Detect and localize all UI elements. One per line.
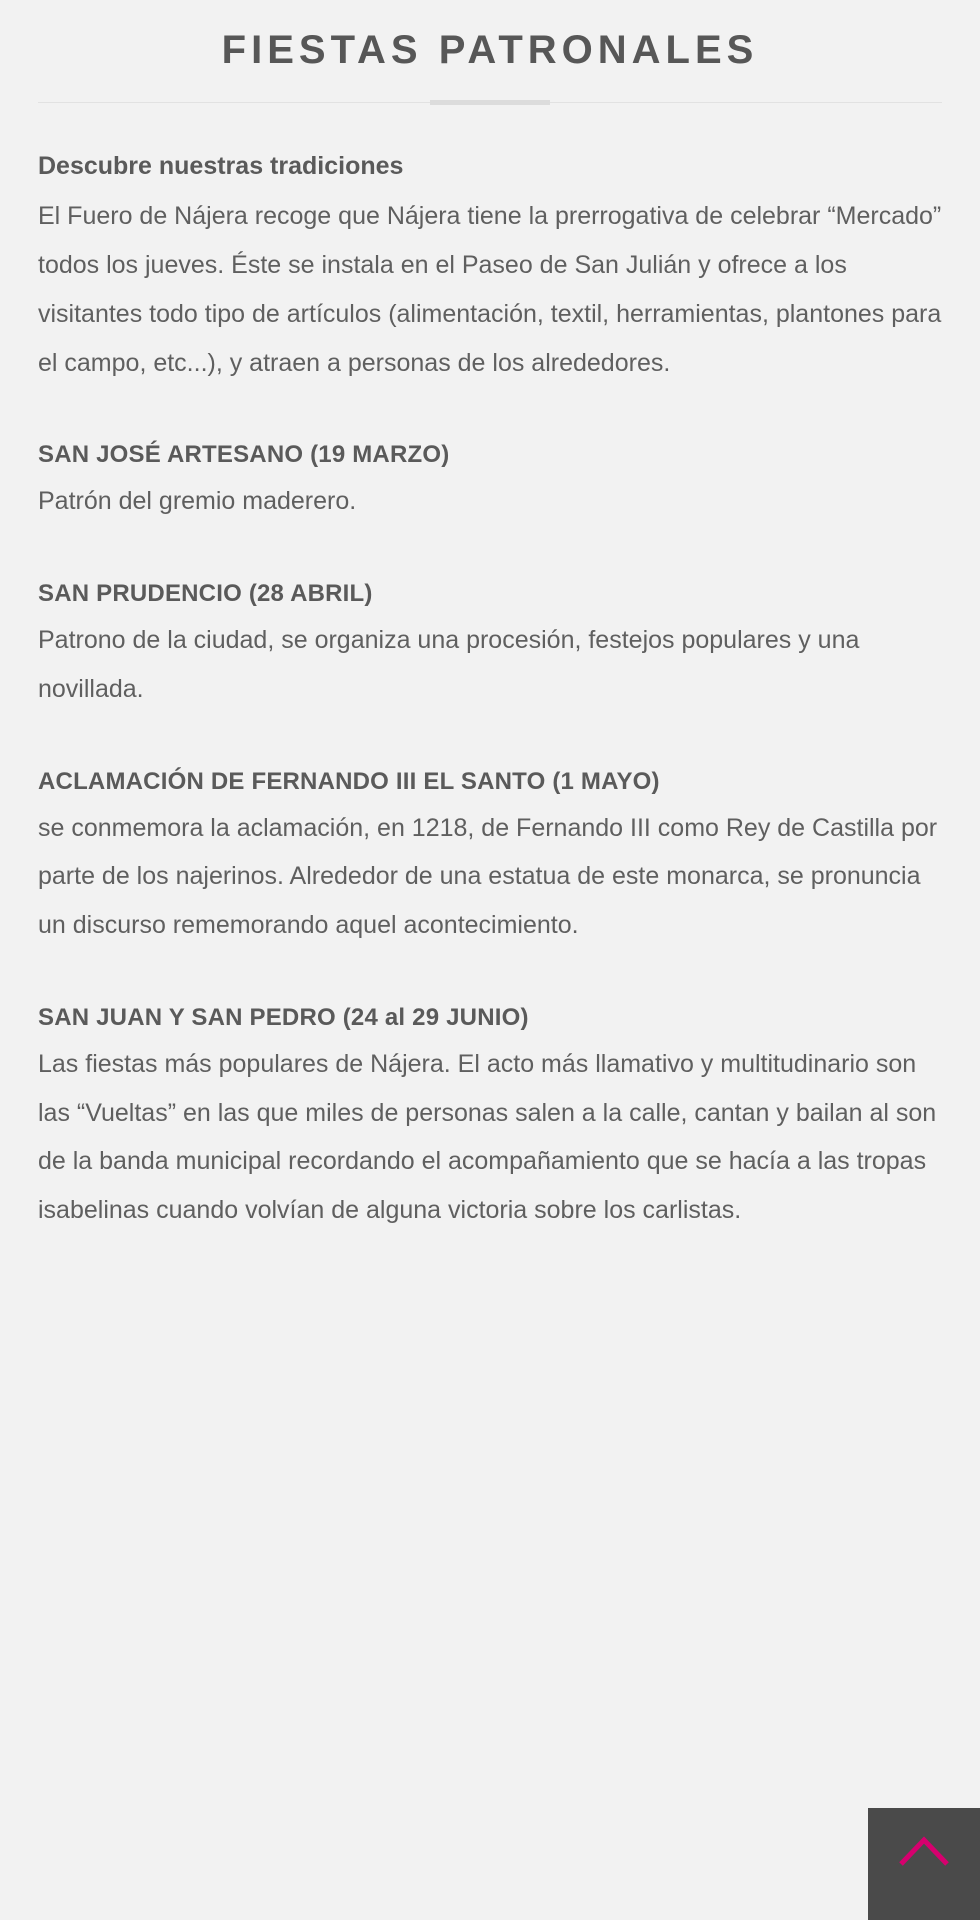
chevron-up-icon	[897, 1834, 951, 1868]
title-divider-accent	[430, 100, 550, 105]
section-block	[38, 576, 942, 714]
intro-paragraph: El Fuero de Nájera recoge que Nájera tiene la prerrogativa de celebrar “Mercado” todos los jueves. Éste se instala en el Paseo de San Julián y ofrece a los visitantes todo tipo de artículos (alimentación, textil, herramientas, plantones para el campo, etc...), y atraen a personas de los alrededores.	[38, 202, 942, 377]
section-block	[38, 437, 942, 526]
section-paragraph: Patrono de la ciudad, se organiza una procesión, festejos populares y una novillada.	[38, 626, 860, 703]
section-paragraph: Las fiestas más populares de Nájera. El acto más llamativo y multitudinario son las “Vueltas” en las que miles de personas salen a la calle, cantan y bailan al son de la banda municipal recordando el acompañamiento que se hacía a las tropas isabelinas cuando volvían de alguna victoria sobre los carlistas.	[38, 1049, 937, 1224]
intro-heading: Descubre nuestras tradiciones	[38, 152, 404, 180]
page-title: FIESTAS PATRONALES	[221, 28, 759, 72]
section-heading: SAN JUAN Y SAN PEDRO (24 al 29 JUNIO)	[38, 1003, 529, 1031]
scroll-to-top-button[interactable]	[868, 1808, 980, 1920]
section-paragraph: Patrón del gremio maderero.	[38, 487, 357, 516]
title-divider	[0, 100, 980, 106]
page-header	[0, 0, 980, 106]
section-heading: SAN PRUDENCIO (28 ABRIL)	[38, 580, 373, 607]
section-paragraph: se conmemora la aclamación, en 1218, de Fernando III como Rey de Castilla por parte de los najerinos. Alrededor de una estatua de este monarca, se pronuncia un discurso rememorando aquel acontecimiento.	[38, 813, 938, 939]
section-block	[38, 764, 942, 950]
section-heading: SAN JOSÉ ARTESANO (19 MARZO)	[38, 441, 450, 469]
section-block	[38, 1000, 942, 1235]
article-content	[0, 106, 980, 1235]
section-heading: ACLAMACIÓN DE FERNANDO III EL SANTO (1 MAYO)	[38, 767, 660, 795]
